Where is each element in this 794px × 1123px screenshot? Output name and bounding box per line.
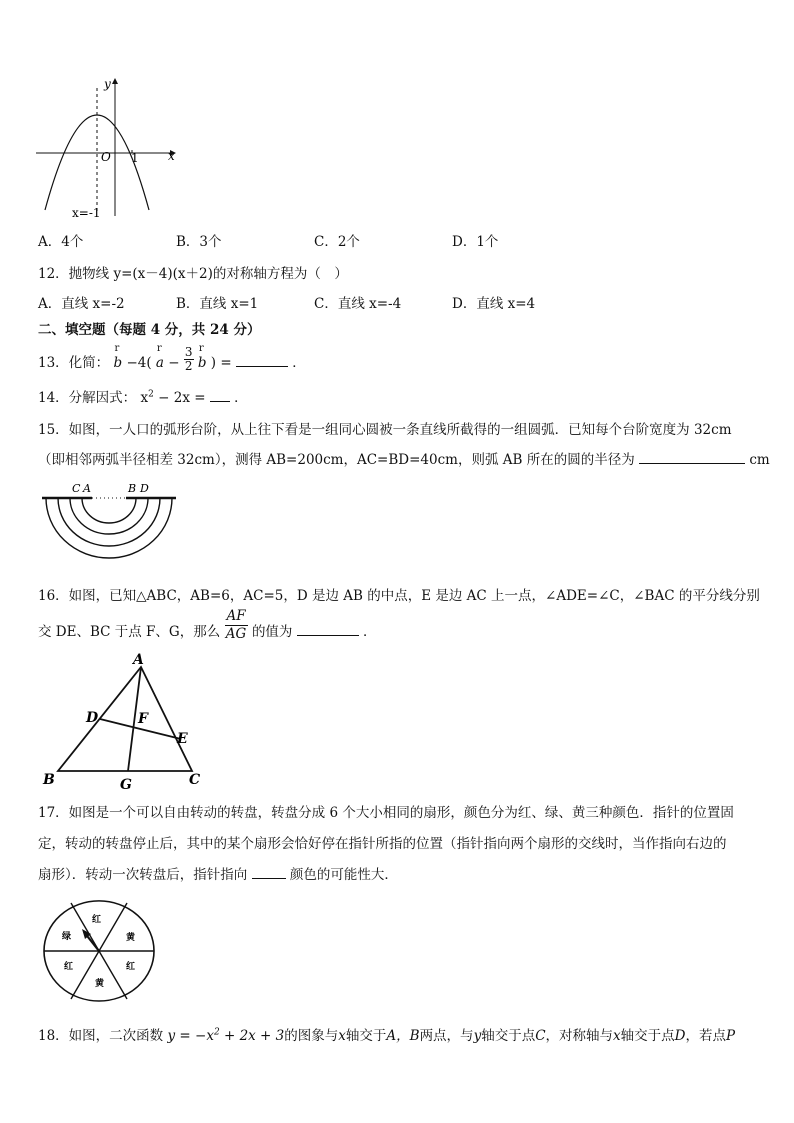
q16-answer-blank[interactable] xyxy=(297,623,359,636)
q16-fraction xyxy=(225,608,248,643)
q17-line2: 定，转动的转盘停止后，其中的某个扇形会恰好停在指针所指的位置（指针指向两个扇形的交线时，当作指向右边的 xyxy=(38,836,727,852)
q15-unit: cm xyxy=(749,452,770,468)
q13-line xyxy=(38,343,306,374)
q15-line2 xyxy=(38,448,770,468)
q16-end: ． xyxy=(363,624,377,640)
q16-line2-suffix: 的值为 xyxy=(251,624,293,640)
q18-mid4: 轴交于点 xyxy=(481,1028,536,1044)
q18-x1: x xyxy=(338,1028,346,1044)
axis-equation-label: x=-1 xyxy=(72,206,101,220)
q13-close: ) = xyxy=(210,355,236,371)
q13-minus4: −4( xyxy=(126,355,152,371)
q14-end: ． xyxy=(234,390,248,406)
q17-answer-blank[interactable] xyxy=(252,866,286,879)
sector-upper-left: 绿 xyxy=(62,932,72,942)
q13-prefix: 13．化简： xyxy=(38,355,110,371)
label-f: F xyxy=(138,711,148,727)
q12-option-a[interactable]: A．直线 x=-2 xyxy=(38,296,125,312)
q13-end: ． xyxy=(292,355,306,371)
q13-frac-num: 3 xyxy=(184,345,193,359)
x-axis-label: x xyxy=(168,149,175,163)
one-label: 1 xyxy=(131,151,139,165)
q11-option-c[interactable]: C．2个 xyxy=(314,234,360,250)
label-g: G xyxy=(120,777,132,792)
q18-line1 xyxy=(38,1024,735,1044)
q18-pts: A，B xyxy=(386,1028,420,1044)
q18-prefix: 18．如图，二次函数 xyxy=(38,1028,164,1044)
spinner-figure xyxy=(38,900,162,1004)
label-d: D xyxy=(86,710,99,726)
q11-option-b[interactable]: B．3个 xyxy=(176,234,222,250)
arc-steps-figure xyxy=(40,478,180,562)
q18-mid6: 轴交于点 xyxy=(620,1028,675,1044)
q13-fraction xyxy=(184,346,194,373)
label-c: C xyxy=(189,772,201,788)
y-axis-arrow xyxy=(112,78,118,84)
q15-answer-blank[interactable] xyxy=(639,451,745,464)
triangle-figure xyxy=(38,650,218,792)
arc-2 xyxy=(58,498,160,546)
label-b: B xyxy=(128,482,137,495)
origin-label: O xyxy=(101,150,111,164)
q13-vector-arrow-b2: r xyxy=(198,343,204,354)
q18-mid5: ，对称轴与 xyxy=(545,1028,614,1044)
sector-top: 红 xyxy=(92,915,102,925)
q11-option-d[interactable]: D．1个 xyxy=(452,234,499,250)
q18-p: P xyxy=(726,1028,736,1044)
triangle-abc xyxy=(58,667,192,771)
q14-tail: − 2x = xyxy=(153,390,210,406)
q18-mid1: 的图象与 xyxy=(284,1028,339,1044)
q18-sup: 2 xyxy=(213,1027,220,1038)
q14-prefix: 14．分解因式： xyxy=(38,390,137,406)
q13-a: a xyxy=(155,355,164,371)
q14-line xyxy=(38,386,248,406)
q12-option-b[interactable]: B．直线 x=1 xyxy=(176,296,259,312)
q18-mid7: ，若点 xyxy=(685,1028,726,1044)
q15-line2-text: （即相邻两弧半径相差 32cm），测得 AB=200cm，AC=BD=40cm，则弧 AB 所在的圆的半径为 xyxy=(38,452,635,468)
q16-line2 xyxy=(38,608,377,648)
q13-frac-den: 2 xyxy=(184,359,193,373)
label-e: E xyxy=(177,731,188,747)
label-d: D xyxy=(140,482,149,495)
label-a: A xyxy=(83,482,91,495)
q13-b2: b xyxy=(197,355,207,371)
q16-frac-num: AF xyxy=(226,608,246,624)
q12-stem: 12．抛物线 y=(x－4)(x＋2)的对称轴方程为（ ） xyxy=(38,266,348,282)
q18-func-tail: + 2x + 3 xyxy=(219,1028,285,1044)
q14-sup: 2 xyxy=(148,389,154,400)
sector-upper-right: 黄 xyxy=(126,933,136,943)
q17-line3-prefix: 扇形）．转动一次转盘后，指针指向 xyxy=(38,867,248,883)
q18-d: D xyxy=(674,1028,686,1044)
label-c: C xyxy=(72,482,81,495)
label-b: B xyxy=(43,772,55,788)
arc-3 xyxy=(70,498,148,534)
sector-lower-left: 红 xyxy=(64,962,74,972)
q13-answer-blank[interactable] xyxy=(236,354,288,367)
q16-line1: 16．如图，已知△ABC，AB=6，AC=5，D 是边 AB 的中点，E 是边 AC 上一点，∠ADE=∠C，∠BAC 的平分线分别 xyxy=(38,588,760,604)
q12-option-c[interactable]: C．直线 x=-4 xyxy=(314,296,402,312)
y-axis-label: y xyxy=(104,77,111,91)
q18-mid2: 轴交于 xyxy=(345,1028,387,1044)
q18-y1: y xyxy=(473,1028,482,1044)
q11-option-a[interactable]: A．4个 xyxy=(38,234,84,250)
q13-vector-arrow-b: r xyxy=(114,343,120,354)
q16-frac-den: AG xyxy=(225,626,247,642)
parabola-graph xyxy=(30,70,190,220)
sector-lower-right: 红 xyxy=(126,962,136,972)
q17-line3 xyxy=(38,863,398,883)
sector-bottom: 黄 xyxy=(95,979,105,989)
q15-line1: 15．如图，一人口的弧形台阶，从上往下看是一组同心圆被一条直线所截得的一组圆弧．已知每个台阶宽度为 32cm xyxy=(38,422,732,438)
q18-mid3: 两点，与 xyxy=(419,1028,474,1044)
q17-line1: 17．如图是一个可以自由转动的转盘，转盘分成 6 个大小相同的扇形，颜色分为红、绿、黄三种颜色．指针的位置固 xyxy=(38,805,734,821)
arc-1 xyxy=(46,498,172,558)
q18-func: y = −x xyxy=(167,1028,214,1044)
section-title: 二、填空题（每题 4 分，共 24 分） xyxy=(38,322,261,338)
label-a: A xyxy=(133,652,144,668)
q13-b: b xyxy=(113,355,123,371)
q12-option-d[interactable]: D．直线 x=4 xyxy=(452,296,536,312)
q13-minus: − xyxy=(168,355,180,371)
arc-4 xyxy=(82,498,136,523)
q18-x2: x xyxy=(613,1028,621,1044)
q14-answer-blank[interactable] xyxy=(210,389,230,402)
q13-vector-arrow-a: r xyxy=(156,343,162,354)
q16-line2-prefix: 交 DE、BC 于点 F、G，那么 xyxy=(38,624,221,640)
q14-x: x xyxy=(140,390,149,406)
q18-c: C xyxy=(535,1028,546,1044)
q17-line3-suffix: 颜色的可能性大． xyxy=(289,867,398,883)
